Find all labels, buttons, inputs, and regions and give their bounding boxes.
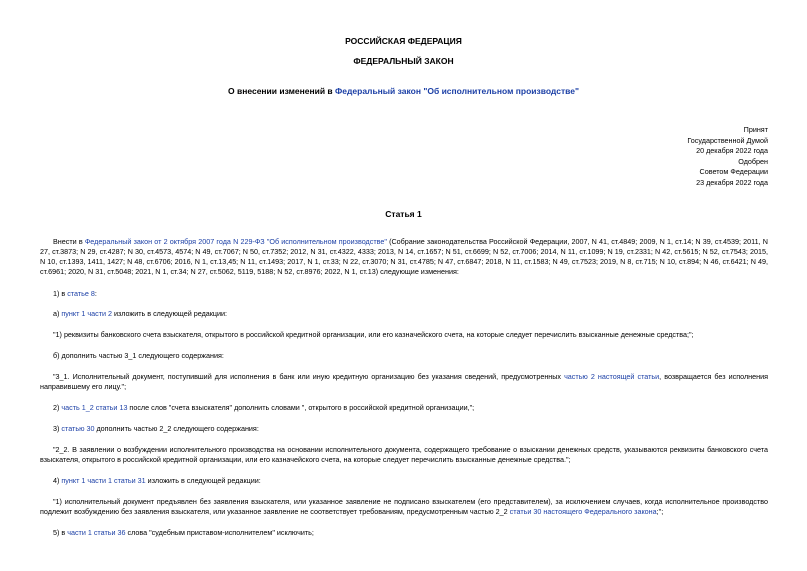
law-title [0, 86, 807, 96]
federation-heading: РОССИЙСКАЯ ФЕДЕРАЦИЯ [345, 36, 462, 46]
item-2-text: после слов "счета взыскателя" дополнить словами ", открытого в российской кредитной организации,"; [127, 403, 475, 412]
item-1b-quote-text: "3_1. Исполнительный документ, поступивший для исполнения в банк или иную кредитную организацию без указания сведений, предусмотренных [53, 372, 565, 381]
item-3-text-end: дополнить частью 2_2 следующего содержания: [94, 424, 259, 433]
intro-paragraph [40, 237, 768, 277]
item-1a-link[interactable]: пункт 1 части 2 [61, 309, 112, 318]
item-5-text-end: слова "судебным приставом-исполнителем" исключить; [125, 528, 314, 537]
item-4-text: 4) [53, 476, 62, 485]
item-4-quote-text: "1) исполнительный документ предъявлен без заявления взыскателя, или указанное заявление не подписано взыскателем (его представителем), за исключением случаев, когда исполнительное производство подлежит возбуждению без заявления взыскателя, или указанное заявление не соответствует требованиям, предусмотренным частью 2_2 [40, 497, 768, 516]
item-4 [53, 476, 768, 486]
item-1b-quote-link[interactable]: частью 2 настоящей статьи [564, 372, 660, 381]
item-4-quote-end: ;"; [656, 507, 664, 516]
item-1-link[interactable]: статье 8 [67, 289, 95, 298]
item-1-text: 1) в [53, 289, 68, 298]
intro-text-rest: (Собрание законодательства Российской Федерации, 2007, N 41, ст.4849; 2009, N 1, ст.14; N 39, ст.4539; 2011, N 27, ст.3873; N 29, ст.4287; N 30, ст.4573, 4574; N 49, ст.7067; N 50, ст.7352; 2012, N 31, ст.4322, 4333; 2013, N 14, ст.1657; N 51, ст.6699; N 52, ст.7006; 2014, N 11, ст.1099; N 19, ст.2331; N 42, ст.5615; N 52, ст.7543; 2015, N 10, ст.1393, 1411, 1427; N 48, ст.6706; 2016, N 1, ст.13,45; N 11, ст.1493; 2017, N 1, ст.33; N 22, ст.3070; N 31, ст.4785; N 47, ст.6847; 2018, N 11, ст.1583; N 49, ст.7523; 2019, N 8, ст.715; N 10, ст.894; N 46, ст.6421; N 49, ст.6961; 2020, N 31, ст.5048; 2021, N 1, ст.34; N 27, ст.5062, 5119, 5188; N 52, ст.8976; 2022, N 1, ст.13) следующие изменения: [40, 237, 768, 276]
adoption-block [687, 125, 768, 188]
law-title-link[interactable]: Федеральный закон "Об исполнительном производстве" [335, 86, 579, 96]
item-1 [53, 289, 768, 299]
adoption-line: 23 декабря 2022 года [696, 177, 768, 187]
adoption-line: Одобрен [738, 156, 768, 166]
item-1a-text: а) [53, 309, 62, 318]
item-1b: б) дополнить частью 3_1 следующего содержания: [53, 351, 224, 360]
item-1b-quote [40, 372, 768, 392]
item-5 [53, 528, 768, 538]
law-type-heading: ФЕДЕРАЛЬНЫЙ ЗАКОН [353, 56, 454, 66]
adoption-line: Государственной Думой [687, 135, 768, 145]
item-3-text: 3) [53, 424, 62, 433]
intro-law-link[interactable]: Федеральный закон от 2 октября 2007 года N 229-ФЗ "Об исполнительном производстве" [84, 237, 387, 246]
adoption-line: Принят [743, 125, 768, 134]
item-3 [53, 424, 768, 434]
item-1a [53, 309, 768, 319]
intro-text-start: Внести в [53, 237, 85, 246]
item-3-quote: "2_2. В заявлении о возбуждении исполнительного производства на основании исполнительного документа, содержащего требование о взыскании денежных средств, указываются реквизиты банковского счета взыскателя, открытого в российской кредитной организации, или его казначейского счета, на которые следует перечислить взысканные денежные средства."; [40, 445, 768, 464]
adoption-line: Советом Федерации [699, 167, 768, 176]
item-2-link[interactable]: часть 1_2 статьи 13 [61, 403, 128, 412]
item-4-quote [40, 497, 768, 517]
law-title-prefix: О внесении изменений в [228, 86, 336, 96]
adoption-line: 20 декабря 2022 года [696, 146, 768, 155]
item-2 [53, 403, 768, 413]
item-1b-quote-end: , возвращается без исполнения направившему его лицу."; [40, 372, 768, 391]
item-1a-text-end: изложить в следующей редакции: [112, 309, 228, 318]
item-4-text-end: изложить в следующей редакции: [145, 476, 261, 485]
item-3-link[interactable]: статью 30 [61, 424, 95, 433]
item-1-text-end: : [94, 289, 97, 298]
item-2-prefix: 2) [53, 403, 62, 412]
item-4-link[interactable]: пункт 1 части 1 статьи 31 [61, 476, 146, 485]
item-4-quote-link[interactable]: статьи 30 настоящего Федерального закона [509, 507, 657, 516]
item-1a-quote: "1) реквизиты банковского счета взыскателя, открытого в российской кредитной организации, или его казначейского счета, на которые следует перечислить взысканные денежные средства;"; [53, 330, 694, 339]
item-5-text: 5) в [53, 528, 68, 537]
item-5-link[interactable]: части 1 статьи 36 [67, 528, 126, 537]
article-heading: Статья 1 [385, 209, 422, 219]
